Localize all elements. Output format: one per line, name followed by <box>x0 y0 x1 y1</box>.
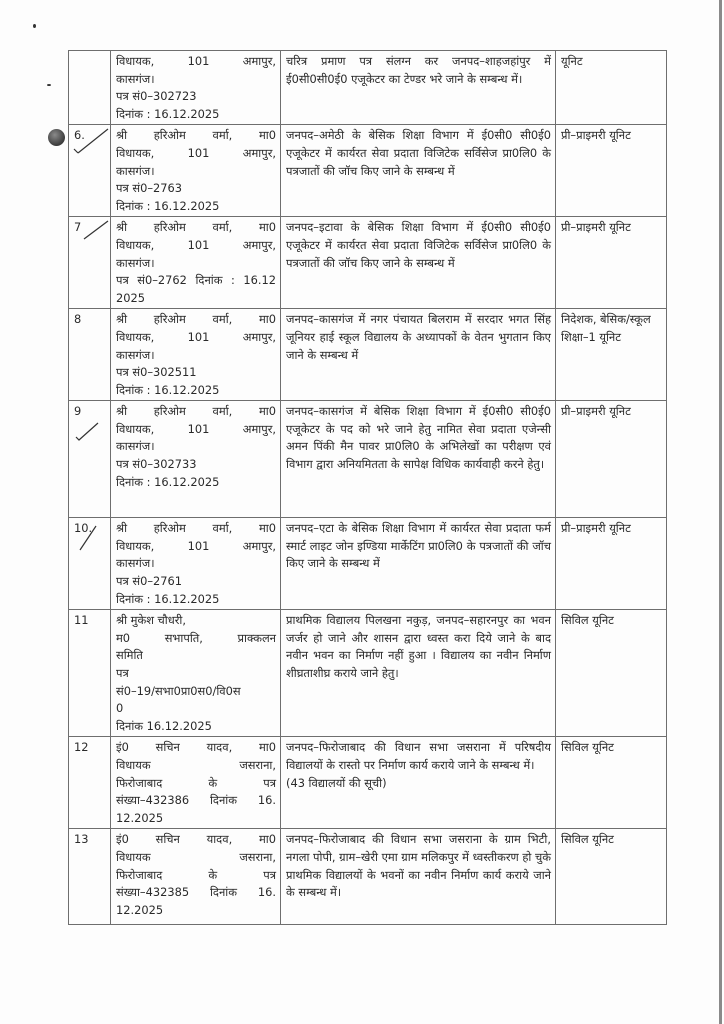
sender-line: पत्र सं0–2762 दिनांक : 16.12 <box>116 273 276 288</box>
sender-line: पत्र सं0–302733 <box>116 457 197 472</box>
sender-cell <box>111 309 281 401</box>
sender-line: श्री हरिओम वर्मा, मा0 <box>116 128 276 143</box>
sender-line: इं0 सचिन यादव, मा0 <box>116 832 276 847</box>
unit-cell: सिविल यूनिट <box>556 829 667 925</box>
sender-cell <box>111 51 281 125</box>
table-row <box>69 518 667 610</box>
serial-wrap <box>74 219 106 237</box>
serial-cell <box>69 518 111 610</box>
serial-cell <box>69 610 111 737</box>
unit-cell: प्री–प्राइमरी यूनिट <box>556 518 667 610</box>
sender-line: 12.2025 <box>116 902 164 917</box>
sender-cell <box>111 125 281 217</box>
unit-cell: यूनिट <box>556 51 667 125</box>
serial-cell <box>69 125 111 217</box>
subject-note: (43 विद्यालयों की सूची) <box>286 775 387 790</box>
sender-line: पत्र <box>116 666 129 681</box>
sender-line: विधायक जसराना, <box>116 758 276 772</box>
serial-cell <box>69 51 111 125</box>
subject-cell: प्राथमिक विद्यालय पिलखना नकुड़, जनपद–सहारनपुर का भवन जर्जर हो जाने और शासन द्वारा ध्वस्त करा दिये जाने के बाद नवीन भवन का निर्माण नहीं हुआ । विद्यालय का नवीन निर्माण शीघ्रताशीघ्र कराये जाने हेतु। <box>281 610 556 737</box>
table-row <box>69 309 667 401</box>
sender-line: इं0 सचिन यादव, मा0 <box>116 740 276 755</box>
table-row <box>69 610 667 737</box>
sender-line: श्री मुकेश चौधरी, <box>116 613 186 628</box>
sender-line: कासगंज। <box>116 439 155 454</box>
sender-line: श्री हरिओम वर्मा, मा0 <box>116 312 276 327</box>
subject-text: जनपद–फिरोजाबाद की विधान सभा जसराना में परिषदीय विद्यालयों के रास्तो पर निर्माण कार्य कराये जाने के सम्बन्ध में। <box>286 740 551 772</box>
serial-number: 6. <box>74 128 85 143</box>
subject-cell: जनपद–इटावा के बेसिक शिक्षा विभाग में ई0सी0 सी0ई0 एजूकेटर में कार्यरत सेवा प्रदाता विजिटेक सर्विसेज प्रा0लि0 के पत्रजातों की जॉच किए जाने के सम्बन्ध में <box>281 217 556 309</box>
sender-line: पत्र सं0–302723 <box>116 89 197 104</box>
subject-cell: जनपद–एटा के बेसिक शिक्षा विभाग में कार्यरत सेवा प्रदाता फर्म स्मार्ट लाइट जोन इण्डिया मार्केटिंग प्रा0लि0 के पत्रजातों की जॉच किए जाने के सम्बन्ध में <box>281 518 556 610</box>
sender-line: संख्या–432385 दिनांक 16. <box>116 885 276 900</box>
sender-line: श्री हरिओम वर्मा, मा0 <box>116 404 276 419</box>
sender-line: विधायक, 101 अमापुर, <box>116 145 276 160</box>
subject-cell: जनपद–कासगंज में बेसिक शिक्षा विभाग में ई0सी0 सी0ई0 एजूकेटर के पद को भरे जाने हेतु नामित सेवा प्रदाता एजेन्सी अमन पिंकी मैन पावर प्रा0लि0 के अभिलेखों का परीक्षण एवं विभाग द्वारा अनियमितता के सापेक्ष विधिक कार्यवाही करने हेतु। <box>281 401 556 518</box>
sender-cell <box>111 401 281 518</box>
serial-number: 8 <box>74 312 82 327</box>
sender-line: फिरोजाबाद के पत्र <box>116 867 276 882</box>
sender-line: कासगंज। <box>116 255 155 270</box>
subject-cell: जनपद–अमेठी के बेसिक शिक्षा विभाग में ई0सी0 सी0ई0 एजूकेटर में कार्यरत सेवा प्रदाता विजिटेक सर्विसेज प्रा0लि0 के पत्रजातों की जॉच किए जाने के सम्बन्ध में <box>281 125 556 217</box>
sender-line: दिनांक : 16.12.2025 <box>116 106 220 121</box>
sender-line: विधायक, 101 अमापुर, <box>116 421 276 436</box>
sender-line: 12.2025 <box>116 810 164 825</box>
sender-cell <box>111 829 281 925</box>
sender-line: कासगंज। <box>116 347 155 362</box>
page-edge-shadow <box>719 0 722 1024</box>
reference-table <box>68 50 667 925</box>
sender-line: संख्या–432386 दिनांक 16. <box>116 793 276 808</box>
sender-line: कासगंज। <box>116 163 155 178</box>
sender-cell <box>111 518 281 610</box>
sender-line: पत्र सं0–2761 <box>116 574 183 589</box>
subject-cell: चरित्र प्रमाण पत्र संलग्न कर जनपद–शाहजहांपुर में ई0सी0सी0ई0 एजूकेटर का टेण्डर भरे जाने के सम्बन्ध में। <box>281 51 556 125</box>
sender-line: म0 सभापति, प्राक्कलन <box>116 630 276 645</box>
sender-line: समिति <box>116 648 143 663</box>
sender-line: विधायक जसराना, <box>116 849 276 864</box>
sender-line: 0 <box>116 701 124 716</box>
serial-cell <box>69 829 111 925</box>
sender-cell <box>111 610 281 737</box>
serial-wrap <box>74 127 106 145</box>
sender-line: कासगंज। <box>116 556 155 571</box>
serial-wrap <box>74 403 106 421</box>
sender-line: श्री हरिओम वर्मा, मा0 <box>116 220 276 235</box>
table-row <box>69 125 667 217</box>
serial-number: 11 <box>74 613 89 628</box>
sender-line: विधायक, 101 अमापुर, <box>116 54 276 68</box>
unit-cell: सिविल यूनिट <box>556 737 667 829</box>
unit-cell: प्री–प्राइमरी यूनिट <box>556 217 667 309</box>
serial-wrap <box>74 520 106 538</box>
serial-cell <box>69 217 111 309</box>
table-row <box>69 217 667 309</box>
table-row <box>69 51 667 125</box>
sender-cell <box>111 217 281 309</box>
sender-line: दिनांक : 16.12.2025 <box>116 198 220 213</box>
sender-line: विधायक, 101 अमापुर, <box>116 329 276 344</box>
sender-line: विधायक, 101 अमापुर, <box>116 538 276 553</box>
unit-cell: प्री–प्राइमरी यूनिट <box>556 401 667 518</box>
pen-tick-icon <box>70 421 110 451</box>
sender-line: पत्र सं0–302511 <box>116 365 197 380</box>
scan-speck <box>33 24 36 28</box>
serial-number: 13 <box>74 832 89 847</box>
table-row <box>69 401 667 518</box>
subject-cell: जनपद–फिरोजाबाद की विधान सभा जसराना के ग्राम भिटी, नगला पोपी, ग्राम–खेरी एमा ग्राम मलिकपुर में ध्वस्तीकरण हो चुके प्राथमिक विद्यालयों के भवनों का नवीन निर्माण कार्य कराये जाने के सम्बन्ध में। <box>281 829 556 925</box>
table-row <box>69 829 667 925</box>
serial-number: 9 <box>74 404 82 419</box>
sender-line: दिनांक : 16.12.2025 <box>116 382 220 397</box>
sender-cell <box>111 737 281 829</box>
sender-line: विधायक, 101 अमापुर, <box>116 237 276 252</box>
serial-cell <box>69 309 111 401</box>
sender-line: दिनांक : 16.12.2025 <box>116 474 220 489</box>
sender-line: पत्र सं0–2763 <box>116 181 183 196</box>
unit-cell: सिविल यूनिट <box>556 610 667 737</box>
sender-line: दिनांक : 16.12.2025 <box>116 591 220 606</box>
serial-number: 12 <box>74 740 89 755</box>
sender-line: सं0–19/सभा0प्रा0स0/वि0स <box>116 683 241 698</box>
serial-number: 10. <box>74 521 93 536</box>
unit-cell: प्री–प्राइमरी यूनिट <box>556 125 667 217</box>
sender-line: श्री हरिओम वर्मा, मा0 <box>116 521 276 536</box>
scan-speck <box>47 84 51 86</box>
table-row <box>69 737 667 829</box>
subject-cell: जनपद–कासगंज में नगर पंचायत बिलराम में सरदार भगत सिंह जूनियर हाई स्कूल विद्यालय के अध्यापकों के वेतन भुगतान किए जाने के सम्बन्ध में <box>281 309 556 401</box>
sender-line: 2025 <box>116 290 145 305</box>
punch-hole-mark <box>48 129 65 146</box>
serial-cell <box>69 737 111 829</box>
sender-line: दिनांक 16.12.2025 <box>116 718 212 733</box>
sender-line: फिरोजाबाद के पत्र <box>116 775 276 790</box>
serial-cell <box>69 401 111 518</box>
subject-cell <box>281 737 556 829</box>
sender-line: कासगंज। <box>116 71 155 86</box>
unit-cell: निदेशक, बेसिक/स्कूल शिक्षा–1 यूनिट <box>556 309 667 401</box>
serial-number: 7 <box>74 220 82 235</box>
